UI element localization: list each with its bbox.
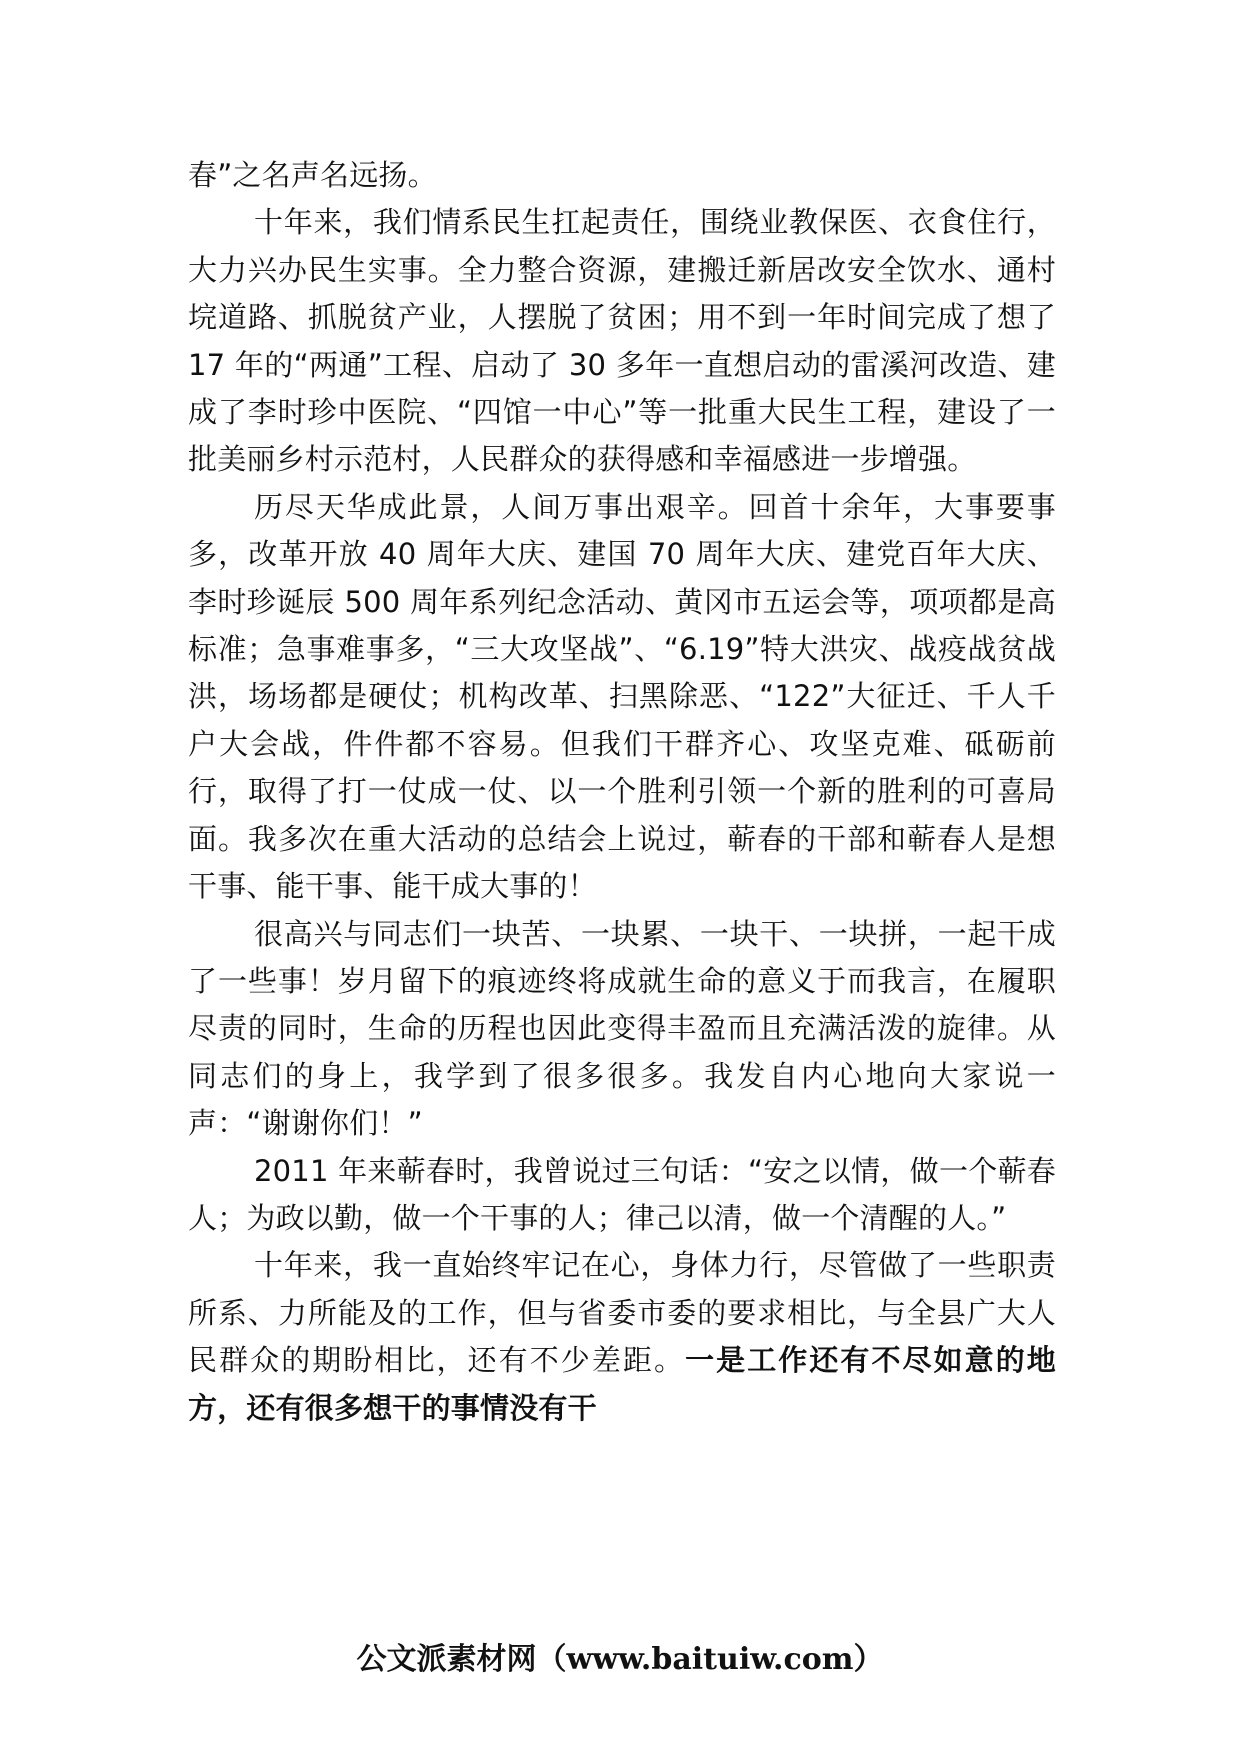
paragraph-6-bold-text: 一是工作还有不尽如意的地方，还有很多想干的事情没有干	[188, 1343, 1056, 1425]
paragraph-6-text: 十年来，我一直始终牢记在心，身体力行，尽管做了一些职责所系、力所能及的工作，但与省委市委的要求相比，与全县广大人民群众的期盼相比，还有不少差距。	[188, 1248, 1056, 1378]
paragraph-6	[188, 1242, 1056, 1432]
paragraph-2	[188, 199, 1056, 483]
document-body	[188, 152, 1056, 1432]
footer-watermark: 公文派素材网（www.baituiw.com）	[356, 1642, 884, 1677]
paragraph-1-text: 春”之名声名远扬。	[188, 158, 437, 192]
paragraph-5	[188, 1148, 1056, 1243]
paragraph-1	[188, 152, 1056, 199]
paragraph-4	[188, 911, 1056, 1148]
paragraph-3	[188, 484, 1056, 911]
paragraph-4-text: 很高兴与同志们一块苦、一块累、一块干、一块拼，一起干成了一些事！岁月留下的痕迹终将成就生命的意义于而我言，在履职尽责的同时，生命的历程也因此变得丰盈而且充满活泼的旋律。从同志们的身上，我学到了很多很多。我发自内心地向大家说一声：“谢谢你们！”	[188, 916, 1056, 1141]
paragraph-5-text: 2011 年来蕲春时，我曾说过三句话：“安之以情，做一个蕲春人；为政以勤，做一个干事的人；律己以清，做一个清醒的人。”	[188, 1153, 1056, 1235]
paragraph-2-text: 十年来，我们情系民生扛起责任，围绕业教保医、衣食住行，大力兴办民生实事。全力整合资源，建搬迁新居改安全饮水、通村垸道路、抓脱贫产业，人摆脱了贫困；用不到一年时间完成了想了 17 年的“两通”工程、启动了 30 多年一直想启动的雷溪河改造、建成了李时珍中医院、“四馆一中心”等一批重大民生工程，建设了一批美丽乡村示范村，人民群众的获得感和幸福感进一步增强。	[188, 205, 1056, 477]
paragraph-3-text: 历尽天华成此景，人间万事出艰辛。回首十余年，大事要事多，改革开放 40 周年大庆、建国 70 周年大庆、建党百年大庆、李时珍诞辰 500 周年系列纪念活动、黄冈市五运会等，项项都是高标准；急事难事多，“三大攻坚战”、“6.19”特大洪灾、战疫战贫战洪，场场都是硬仗；机构改革、扫黑除恶、“122”大征迁、千人千户大会战，件件都不容易。但我们干群齐心、攻坚克难、砥砺前行，取得了打一仗成一仗、以一个胜利引领一个新的胜利的可喜局面。我多次在重大活动的总结会上说过，蕲春的干部和蕲春人是想干事、能干事、能干成大事的！	[188, 489, 1056, 904]
